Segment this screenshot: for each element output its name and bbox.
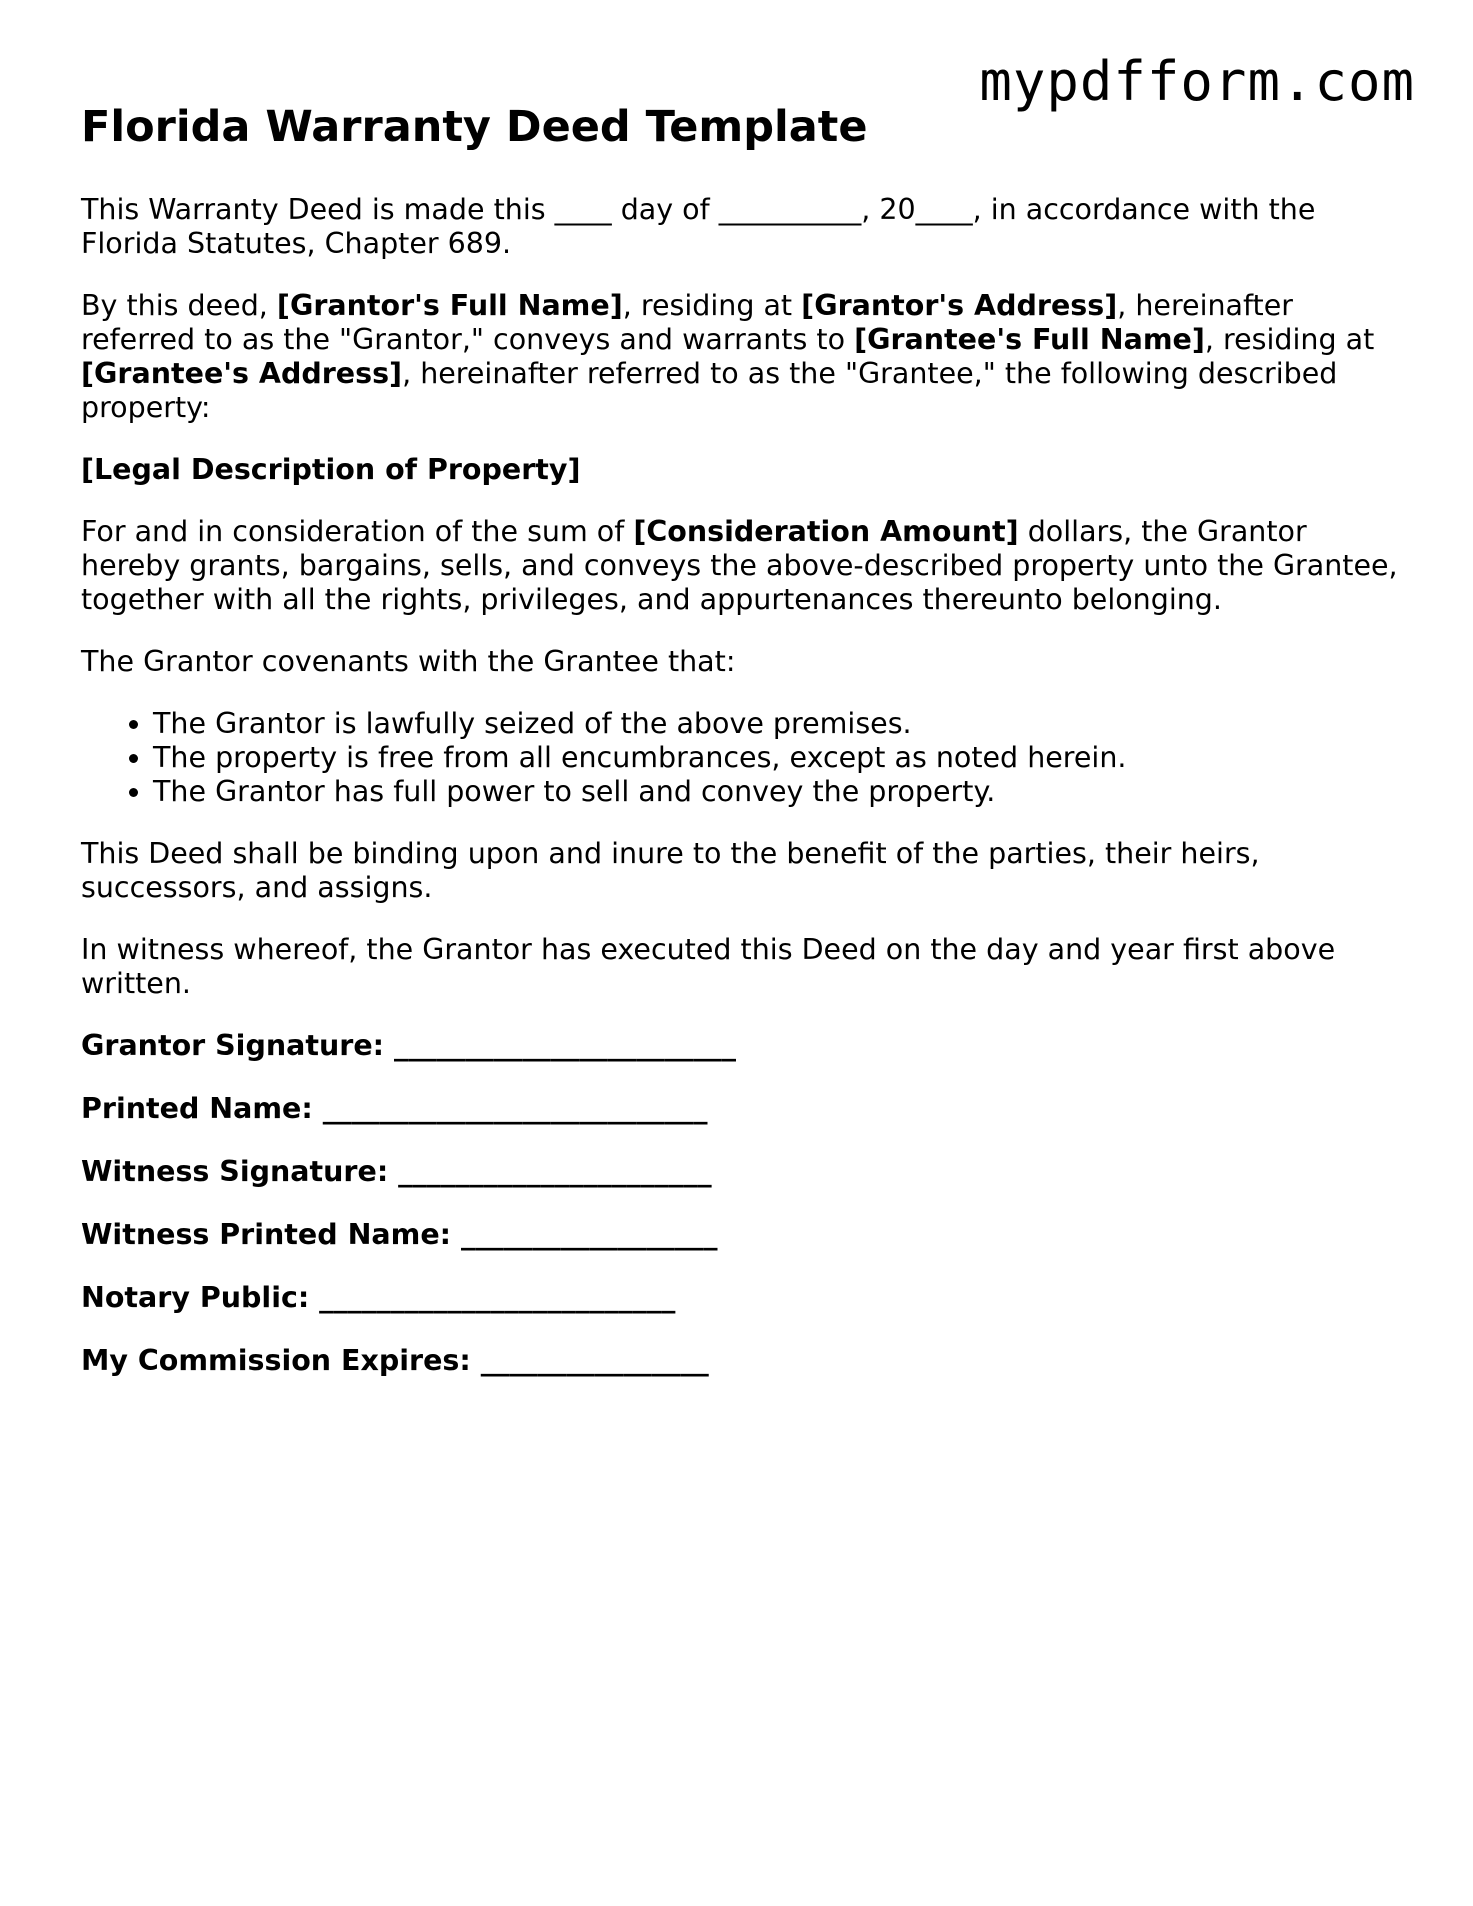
grantor-signature-line: Grantor Signature: ________________________: [81, 1029, 736, 1062]
intro-paragraph: This Warranty Deed is made this ____ day of __________, 20____, in accordance with the Florida Statutes, Chapter 689.: [81, 193, 1316, 260]
parties-text: , residing at: [1204, 323, 1375, 356]
notary-public-line: Notary Public: _________________________: [81, 1281, 676, 1314]
witness-clause: In witness whereof, the Grantor has executed this Deed on the day and year first above written.: [81, 933, 1336, 1000]
parties-text: , hereinafter referred to as the "Grantee," the following described property:: [81, 357, 1338, 424]
consideration-paragraph: [81, 515, 1401, 617]
legal-description-heading: [Legal Description of Property]: [81, 453, 581, 486]
parties-paragraph: [81, 289, 1401, 425]
grantee-address-placeholder: [Grantee's Address]: [81, 357, 403, 390]
printed-name-line: Printed Name: ___________________________: [81, 1092, 708, 1125]
parties-text: By this deed,: [81, 289, 277, 322]
list-item: • The property is free from all encumbrances, except as noted herein.: [153, 741, 1401, 775]
covenants-intro: The Grantor covenants with the Grantee that:: [81, 645, 736, 678]
page-title: Florida Warranty Deed Template: [81, 102, 868, 152]
watermark-logo: mypdfform.com: [979, 50, 1415, 113]
list-item: • The Grantor has full power to sell and convey the property.: [153, 775, 1401, 809]
consideration-text: For and in consideration of the sum of: [81, 515, 634, 548]
commission-expires-line: My Commission Expires: ________________: [81, 1344, 709, 1377]
grantee-name-placeholder: [Grantee's Full Name]: [854, 323, 1205, 356]
grantor-address-placeholder: [Grantor's Address]: [801, 289, 1118, 322]
list-item: • The Grantor is lawfully seized of the above premises.: [153, 707, 1401, 741]
binding-paragraph: This Deed shall be binding upon and inure to the benefit of the parties, their heirs, successors, and assigns.: [81, 837, 1260, 904]
parties-text: , hereinafter referred to as the "Grantor," conveys and warrants to: [81, 289, 1293, 356]
consideration-amount-placeholder: [Consideration Amount]: [633, 515, 1019, 548]
parties-text: , residing at: [622, 289, 802, 322]
grantor-name-placeholder: [Grantor's Full Name]: [276, 289, 623, 322]
document-page: [81, 100, 1401, 1407]
witness-printed-name-line: Witness Printed Name: __________________: [81, 1218, 718, 1251]
covenants-list: [81, 707, 1401, 809]
witness-signature-line: Witness Signature: ______________________: [81, 1155, 712, 1188]
consideration-text: dollars, the Grantor hereby grants, bargains, sells, and conveys the above-described property unto the Grantee, together with all the rights, privileges, and appurtenances thereunto belonging.: [81, 515, 1398, 616]
